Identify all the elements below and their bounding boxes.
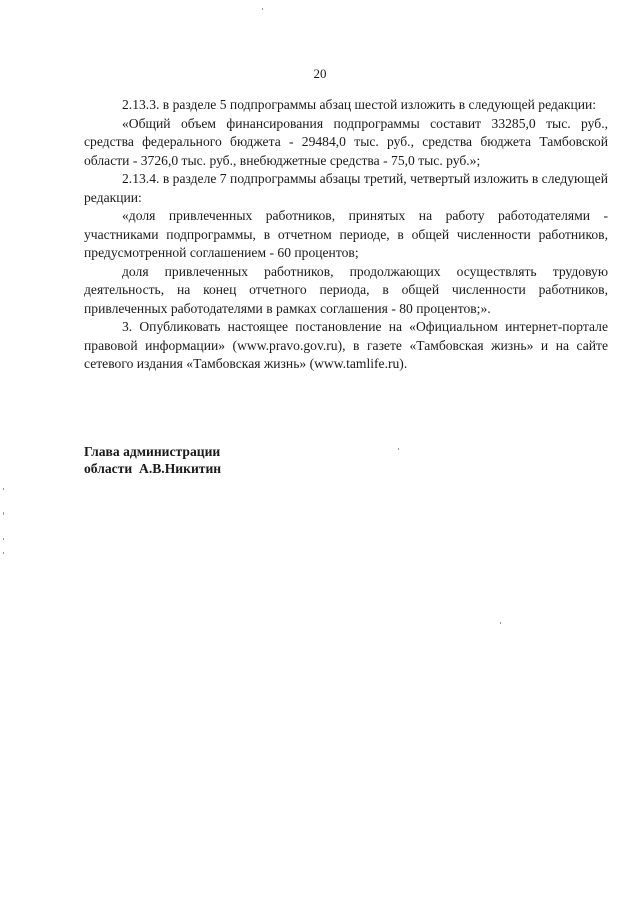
signature-block (84, 443, 384, 477)
signature-name: области А.В.Никитин (84, 461, 222, 476)
page-number: 20 (313, 66, 327, 81)
signature-title: Глава администрации (84, 444, 221, 459)
scan-speck (398, 448, 399, 450)
paragraph-financing: «Общий объем финансирования подпрограммы составит 33285,0 тыс. руб., средства федерального бюджета - 29484,0 тыс. руб., средства бюджета Тамбовской области - 3726,0 тыс. руб., внебюджетные средства - 75,0 тыс. руб.»; (84, 115, 608, 168)
scan-speck (3, 488, 4, 490)
paragraph-workers-share-80: доля привлеченных работников, продолжающих осуществлять трудовую деятельность, на конец отчетного периода, в общей численности работников, привлеченных работодателями в рамках соглашения - 80 процентов;». (84, 263, 608, 316)
paragraph-workers-share-60: «доля привлеченных работников, принятых на работу работодателями - участниками подпрограммы, в отчетном периоде, в общей численности работников, предусмотренной соглашением - 60 процентов; (84, 208, 608, 260)
paragraph-2-13-3: 2.13.3. в разделе 5 подпрограммы абзац шестой изложить в следующей редакции: (122, 97, 597, 112)
scan-speck (500, 622, 501, 624)
scan-speck (3, 512, 4, 515)
document-body (84, 96, 608, 374)
paragraph-2-13-4: 2.13.4. в разделе 7 подпрограммы абзацы третий, четвертый изложить в следующей редакции: (84, 171, 608, 205)
paragraph-publish: 3. Опубликовать настоящее постановление на «Официальном интернет-портале правовой информации» (www.pravo.gov.ru), в газете «Тамбовская жизнь» и на сайте сетевого издания «Тамбовская жизнь» (www.tamlife.ru). (84, 319, 608, 371)
scan-speck (3, 538, 4, 540)
scan-speck (262, 8, 263, 10)
scan-speck (3, 552, 4, 554)
